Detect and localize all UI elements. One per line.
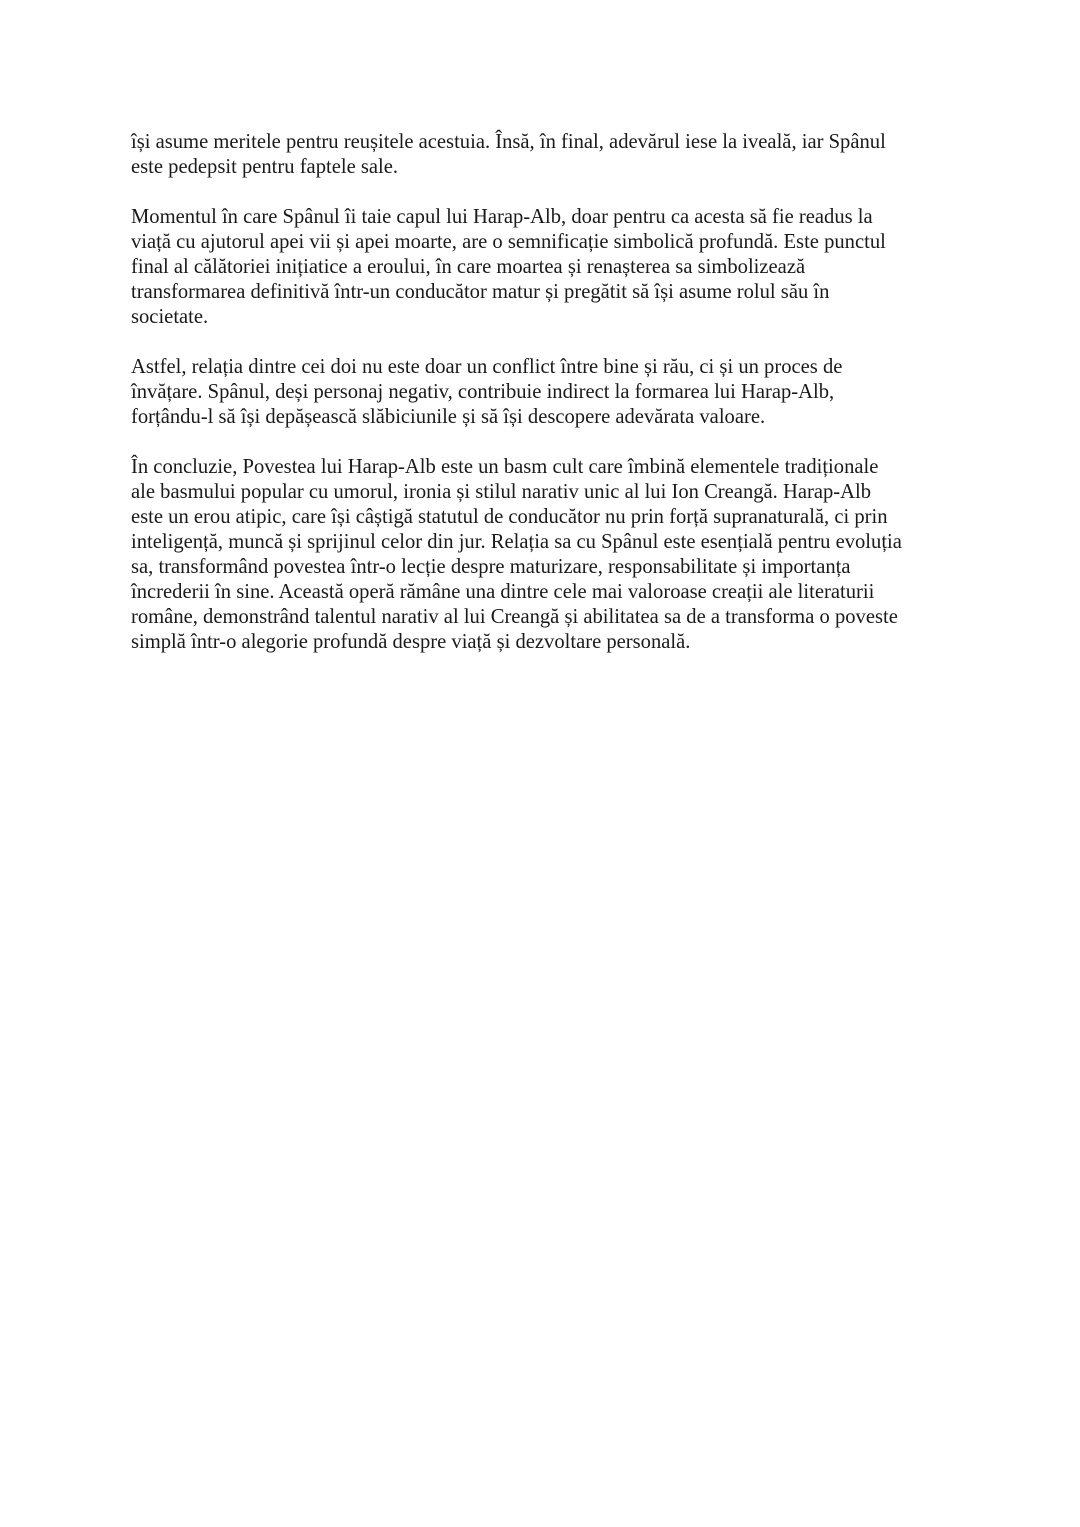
- text-line: forțându-l să își depășească slăbiciunile și să își descopere adevărata valoare.: [131, 406, 766, 428]
- text-line: transformarea definitivă într-un conducător matur și pregătit să își asume rolul său în: [131, 281, 830, 303]
- paragraph-conclusion: [131, 455, 961, 655]
- text-line: societate.: [131, 306, 209, 328]
- text-line: Astfel, relația dintre cei doi nu este doar un conflict între bine și rău, ci și un proces de: [131, 356, 843, 378]
- text-line: simplă într-o alegorie profundă despre viață și dezvoltare personală.: [131, 631, 691, 653]
- document-body: [131, 130, 961, 680]
- text-line: române, demonstrând talentul narativ al lui Creangă și abilitatea sa de a transforma o poveste: [131, 606, 898, 628]
- text-line: este pedepsit pentru faptele sale.: [131, 156, 399, 178]
- text-line: ale basmului popular cu umorul, ironia și stilul narativ unic al lui Ion Creangă. Harap-Alb: [131, 481, 872, 503]
- paragraph-learning-process: [131, 355, 961, 430]
- paragraph-spanul-punished: [131, 130, 961, 180]
- text-line: este un erou atipic, care își câștigă statutul de conducător nu prin forță supranaturală, ci prin: [131, 506, 888, 528]
- text-line: viață cu ajutorul apei vii și apei moarte, are o semnificație simbolică profundă. Este punctul: [131, 231, 886, 253]
- text-line: final al călătoriei inițiatice a eroului, în care moartea și renașterea sa simbolizează: [131, 256, 806, 278]
- paragraph-symbolic-death: [131, 205, 961, 330]
- text-line: își asume meritele pentru reușitele acestuia. Însă, în final, adevărul iese la iveală, iar Spânul: [131, 131, 886, 153]
- text-line: inteligență, muncă și sprijinul celor din jur. Relația sa cu Spânul este esențială pentru evoluția: [131, 531, 902, 553]
- text-line: În concluzie, Povestea lui Harap-Alb este un basm cult care îmbină elementele tradiționale: [131, 456, 879, 478]
- text-line: încrederii în sine. Această operă rămâne una dintre cele mai valoroase creații ale literaturii: [131, 581, 875, 603]
- text-line: sa, transformând povestea într-o lecție despre maturizare, responsabilitate și importanța: [131, 556, 851, 578]
- text-line: învățare. Spânul, deși personaj negativ, contribuie indirect la formarea lui Harap-Alb,: [131, 381, 835, 403]
- text-line: Momentul în care Spânul îi taie capul lui Harap-Alb, doar pentru ca acesta să fie readus la: [131, 206, 873, 228]
